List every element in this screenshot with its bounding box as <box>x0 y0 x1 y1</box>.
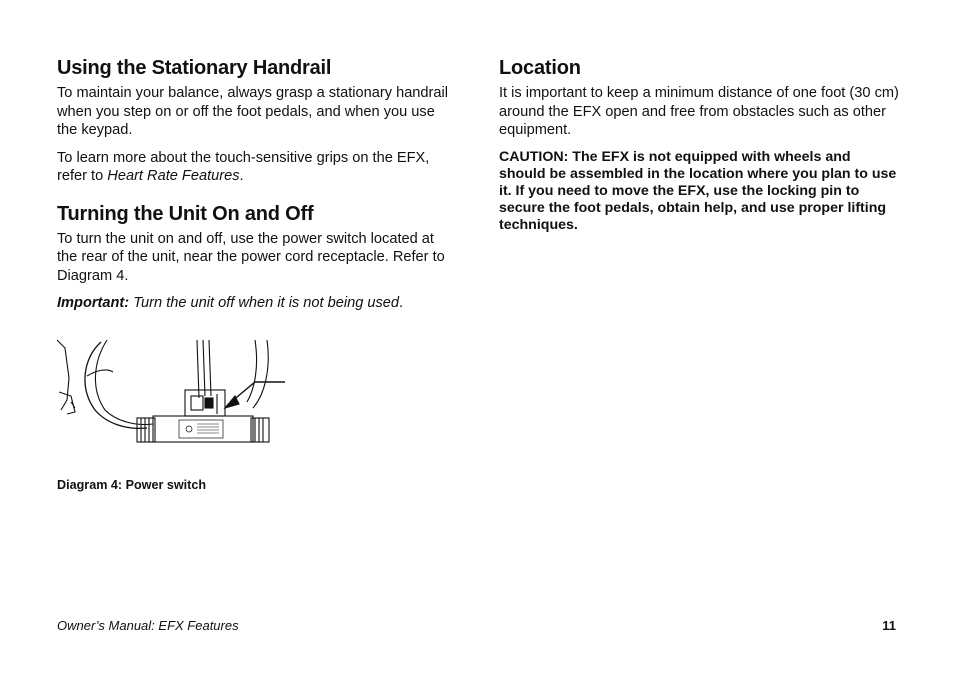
important-label: Important: <box>57 295 130 311</box>
heading-location: Location <box>499 57 581 79</box>
heart-rate-features-ref: Heart Rate Features <box>107 168 240 184</box>
caution-paragraph: CAUTION: The EFX is not equipped with wheels and should be assembled in the location where you plan to use it. If you need to move the EFX, use the locking pin to secure the foot pedals, obtain help, and use proper lifting techniques. <box>499 148 897 234</box>
power-switch-diagram <box>57 338 289 448</box>
important-end: . <box>399 295 404 311</box>
grips-paragraph-prefix: To learn more about the touch-sensitive grips on the EFX, refer to <box>57 149 430 184</box>
important-text: Turn the unit off when it is not being used <box>129 295 400 311</box>
right-column <box>499 56 899 244</box>
heading-turning-unit-on-off: Turning the Unit On and Off <box>57 202 314 225</box>
grips-paragraph <box>57 149 457 186</box>
handrail-paragraph: To maintain your balance, always grasp a stationary handrail when you step on or off the foot pedals, and when you use the keypad. <box>57 85 449 138</box>
diagram-caption: Diagram 4: Power switch <box>57 478 207 492</box>
grips-paragraph-suffix: . <box>239 168 244 184</box>
left-column <box>57 56 457 322</box>
location-paragraph: It is important to keep a minimum distance of one foot (30 cm) around the EFX open and free from obstacles such as other equipment. <box>499 85 899 138</box>
important-note <box>57 294 457 313</box>
power-switch-paragraph: To turn the unit on and off, use the power switch located at the rear of the unit, near the power cord receptacle. Refer to Diagram 4. <box>57 230 445 284</box>
footer-manual-title: Owner’s Manual: EFX Features <box>57 618 239 633</box>
heading-stationary-handrail: Using the Stationary Handrail <box>57 57 332 79</box>
page-number: 11 <box>882 618 896 633</box>
